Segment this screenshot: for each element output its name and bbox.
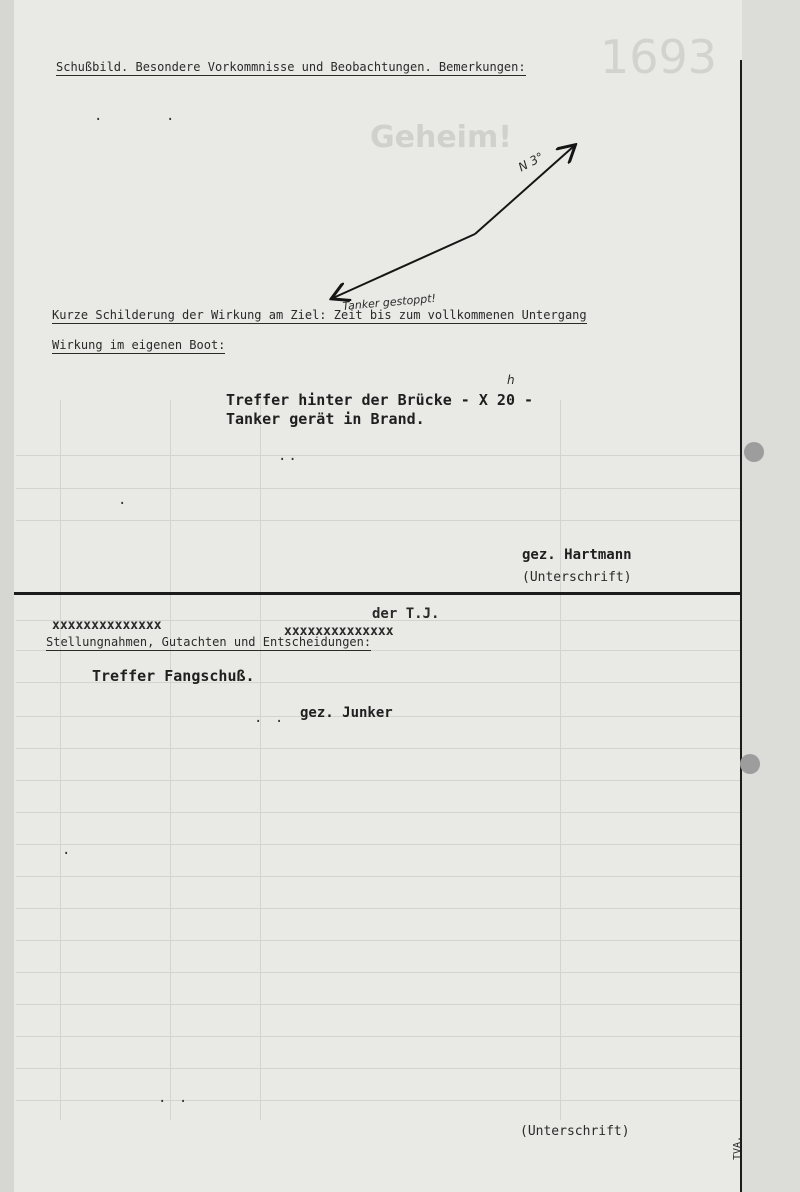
report-line-1: Treffer hinter der Brücke - X 20 -: [226, 391, 534, 409]
dot-mark: ·: [118, 496, 129, 512]
signature-2-name: gez. Junker: [300, 705, 393, 721]
target-arrow-line: [333, 234, 475, 298]
report-line-2: Tanker gerät in Brand.: [226, 410, 425, 428]
signature-1-caption: (Unterschrift): [522, 570, 632, 585]
document-page: Geheim! 1693 Schußbild. Besondere Vorkommnisse und Beobachtungen. Bemerkungen: N 3° Tanker gestoppt! · · Kurze Schilderung der Wirkung am Ziel: Zeit bis zum vollkommenen Untergang Wirkung im eigenen Boot: Treffer hinter der Brücke - X 20 - h Tanker gerät in Brand. ·· · gez. Hartmann (Unterschrift) xxxxxxxxxxxxxx der T.J. xxxxxxxxxxxxxx Stellungnahmen, Gutachten und Entscheidungen: Treffer Fangschuß. . . gez. Junker · . . (Unterschrift) TVA.: [0, 0, 800, 1192]
signature-1-name: gez. Hartmann: [522, 547, 632, 563]
own-boat-heading: Wirkung im eigenen Boot:: [52, 338, 226, 352]
opinion-text: Treffer Fangschuß.: [92, 667, 255, 685]
margin-line: [740, 60, 742, 1192]
dot-mark: ··: [278, 452, 299, 468]
margin-note: TVA.: [732, 1135, 743, 1160]
dot-mark: ·: [94, 112, 105, 128]
struck-text-right: xxxxxxxxxxxxxx: [284, 624, 394, 639]
report-correction: h: [507, 373, 515, 387]
inserted-text: der T.J.: [372, 606, 440, 622]
signature-2-caption: (Unterschrift): [520, 1124, 630, 1139]
struck-text-left: xxxxxxxxxxxxxx: [52, 618, 162, 633]
opinion-heading: Stellungnahmen, Gutachten und Entscheidungen:: [46, 635, 372, 649]
course-label: N 3°: [516, 149, 546, 175]
section-divider: [14, 592, 742, 595]
dot-mark: . .: [158, 1090, 190, 1106]
punch-hole: [744, 442, 764, 462]
effect-heading: Kurze Schilderung der Wirkung am Ziel: Zeit bis zum vollkommenen Untergang: [52, 308, 587, 322]
dot-mark: ·: [166, 112, 177, 128]
target-label: Tanker gestoppt!: [342, 291, 437, 313]
dot-mark: . .: [254, 710, 286, 726]
punch-hole: [740, 754, 760, 774]
dot-mark: ·: [62, 846, 73, 862]
sketch-section-heading: Schußbild. Besondere Vorkommnisse und Beobachtungen. Bemerkungen:: [56, 60, 526, 74]
